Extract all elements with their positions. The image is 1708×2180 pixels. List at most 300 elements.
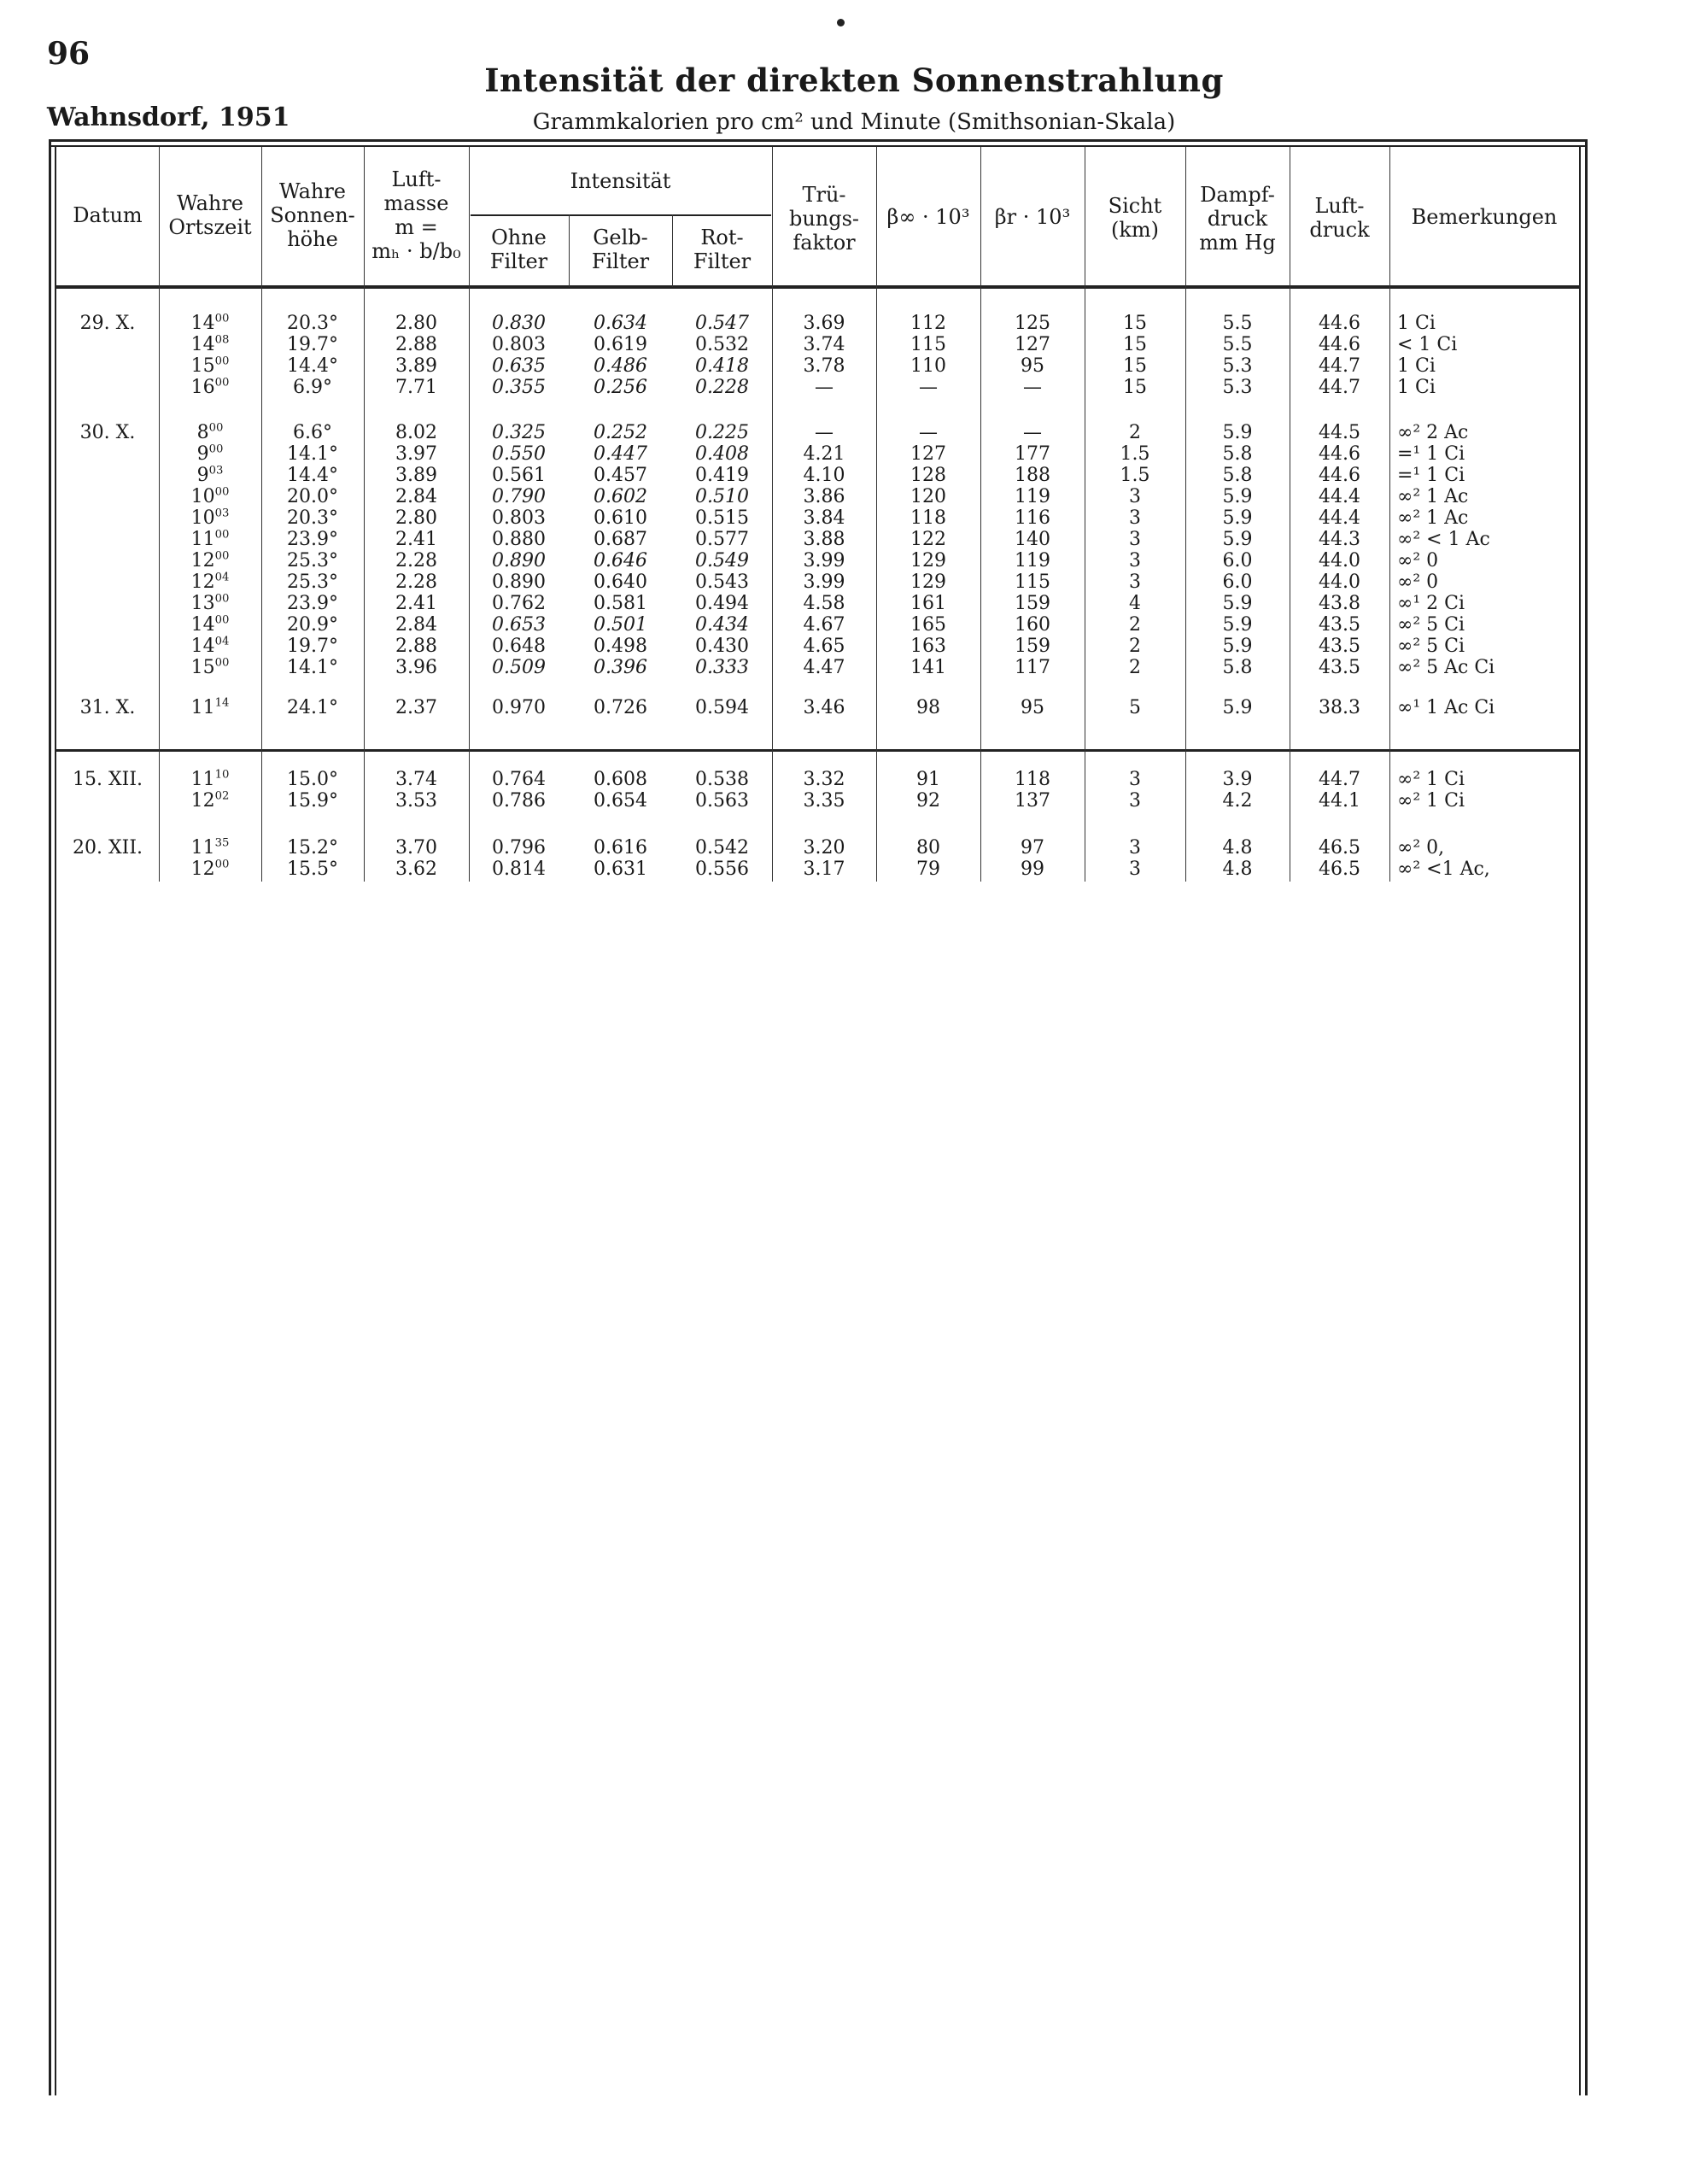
- sicht-cell: 2: [1129, 657, 1141, 678]
- dampfdruck-cell: 5.9: [1222, 507, 1253, 529]
- bemerkungen-cell: ∞² 0: [1397, 550, 1439, 571]
- dampfdruck-cell: 5.9: [1222, 529, 1253, 550]
- bemerkungen-cell: ∞² 5 Ci: [1397, 614, 1465, 636]
- ohne-filter-cell: 0.764: [492, 769, 546, 790]
- gelb-filter-cell: 0.447: [594, 443, 647, 465]
- beta-r-cell: —: [1023, 422, 1042, 443]
- ortszeit-cell: $14^{08}$: [190, 333, 230, 355]
- sonnenhoehe-cell: 15.5°: [287, 859, 338, 880]
- header-luftdruck: Luft- druck: [1309, 194, 1370, 242]
- ortszeit-cell: $9^{03}$: [196, 464, 224, 486]
- gelb-filter-cell: 0.608: [594, 769, 647, 790]
- sicht-cell: 15: [1123, 334, 1147, 355]
- header-ortszeit: Wahre Ortszeit: [168, 191, 252, 239]
- beta-r-cell: 160: [1015, 614, 1050, 636]
- beta-r-cell: 159: [1015, 636, 1050, 657]
- sonnenhoehe-cell: 19.7°: [287, 334, 338, 355]
- sicht-cell: 2: [1129, 422, 1141, 443]
- sicht-cell: 2: [1129, 636, 1141, 657]
- ohne-filter-cell: 0.762: [492, 593, 546, 614]
- rot-filter-cell: 0.494: [695, 593, 749, 614]
- luftmasse-cell: 3.89: [395, 355, 437, 377]
- luftdruck-cell: 44.7: [1319, 355, 1360, 377]
- sonnenhoehe-cell: 20.3°: [287, 507, 338, 529]
- luftdruck-cell: 44.4: [1319, 486, 1360, 507]
- luftmasse-cell: 2.84: [395, 614, 437, 636]
- luftdruck-cell: 43.5: [1319, 614, 1360, 636]
- dampfdruck-cell: 4.2: [1222, 790, 1253, 812]
- ortszeit-cell: $11^{00}$: [190, 528, 230, 550]
- luftmasse-cell: 2.80: [395, 313, 437, 334]
- sonnenhoehe-cell: 14.1°: [287, 657, 338, 678]
- ortszeit-cell: $8^{00}$: [196, 421, 224, 443]
- luftmasse-cell: 8.02: [395, 422, 437, 443]
- header-rule: [56, 285, 1579, 289]
- sonnenhoehe-cell: 15.0°: [287, 769, 338, 790]
- rot-filter-cell: 0.333: [695, 657, 749, 678]
- beta-inf-cell: 129: [910, 571, 946, 593]
- frame-right-inner: [1579, 145, 1581, 2095]
- beta-r-cell: 95: [1021, 355, 1044, 377]
- gelb-filter-cell: 0.486: [594, 355, 647, 377]
- rot-filter-cell: 0.228: [695, 377, 749, 398]
- sicht-cell: 15: [1123, 355, 1147, 377]
- header-dampfdruck: Dampf- druck mm Hg: [1199, 183, 1276, 255]
- page-number: 96: [47, 36, 91, 72]
- gelb-filter-cell: 0.616: [594, 837, 647, 859]
- sicht-cell: 3: [1129, 529, 1141, 550]
- truebungsfaktor-cell: 4.65: [803, 636, 845, 657]
- luftmasse-cell: 3.97: [395, 443, 437, 465]
- sonnenhoehe-cell: 14.4°: [287, 355, 338, 377]
- dampfdruck-cell: 5.5: [1222, 334, 1253, 355]
- truebungsfaktor-cell: 3.17: [803, 859, 845, 880]
- luftmasse-cell: 3.62: [395, 859, 437, 880]
- sonnenhoehe-cell: 15.2°: [287, 837, 338, 859]
- sonnenhoehe-cell: 25.3°: [287, 571, 338, 593]
- truebungsfaktor-cell: —: [815, 422, 834, 443]
- gelb-filter-cell: 0.252: [594, 422, 647, 443]
- header-sonnenhoehe: Wahre Sonnen- höhe: [270, 179, 355, 251]
- gelb-filter-cell: 0.396: [594, 657, 647, 678]
- sicht-cell: 1.5: [1120, 465, 1150, 486]
- beta-inf-cell: 129: [910, 550, 946, 571]
- gelb-filter-cell: 0.610: [594, 507, 647, 529]
- ortszeit-cell: $16^{00}$: [190, 376, 230, 398]
- truebungsfaktor-cell: 3.69: [803, 313, 845, 334]
- dampfdruck-cell: 5.9: [1222, 697, 1253, 718]
- rot-filter-cell: 0.547: [695, 313, 749, 334]
- ohne-filter-cell: 0.355: [492, 377, 546, 398]
- gelb-filter-cell: 0.619: [594, 334, 647, 355]
- luftmasse-cell: 3.96: [395, 657, 437, 678]
- sicht-cell: 2: [1129, 614, 1141, 636]
- dampfdruck-cell: 5.3: [1222, 355, 1253, 377]
- beta-r-cell: 140: [1015, 529, 1050, 550]
- sicht-cell: 15: [1123, 313, 1147, 334]
- luftdruck-cell: 38.3: [1319, 697, 1360, 718]
- luftdruck-cell: 44.6: [1319, 465, 1360, 486]
- sicht-cell: 1.5: [1120, 443, 1150, 465]
- sonnenhoehe-cell: 20.0°: [287, 486, 338, 507]
- luftdruck-cell: 44.7: [1319, 769, 1360, 790]
- dampfdruck-cell: 5.9: [1222, 614, 1253, 636]
- rot-filter-cell: 0.563: [695, 790, 749, 812]
- ohne-filter-cell: 0.890: [492, 571, 546, 593]
- ohne-filter-cell: 0.803: [492, 334, 546, 355]
- ohne-filter-cell: 0.635: [492, 355, 546, 377]
- header-ohne-filter: Ohne Filter: [489, 226, 548, 273]
- luftdruck-cell: 44.7: [1319, 377, 1360, 398]
- ortszeit-cell: $14^{00}$: [190, 312, 230, 334]
- bemerkungen-cell: ∞² 2 Ac: [1397, 422, 1469, 443]
- beta-r-cell: 127: [1015, 334, 1050, 355]
- truebungsfaktor-cell: 4.21: [803, 443, 845, 465]
- header-truebungsfaktor: Trü- bungs- faktor: [788, 183, 860, 255]
- ortszeit-cell: $12^{02}$: [190, 789, 230, 812]
- ortszeit-cell: $12^{00}$: [190, 549, 230, 571]
- luftdruck-cell: 46.5: [1319, 837, 1360, 859]
- sonnenhoehe-cell: 14.4°: [287, 465, 338, 486]
- luftmasse-cell: 2.41: [395, 529, 437, 550]
- ohne-filter-cell: 0.550: [492, 443, 546, 465]
- rot-filter-cell: 0.549: [695, 550, 749, 571]
- bemerkungen-cell: =¹ 1 Ci: [1397, 465, 1465, 486]
- sonnenhoehe-cell: 15.9°: [287, 790, 338, 812]
- beta-inf-cell: 163: [910, 636, 946, 657]
- gelb-filter-cell: 0.631: [594, 859, 647, 880]
- sonnenhoehe-cell: 23.9°: [287, 529, 338, 550]
- beta-inf-cell: 112: [910, 313, 946, 334]
- intensity-rule: [471, 214, 771, 216]
- beta-inf-cell: 98: [916, 697, 940, 718]
- beta-inf-cell: 79: [916, 859, 940, 880]
- bemerkungen-cell: < 1 Ci: [1397, 334, 1458, 355]
- rot-filter-cell: 0.532: [695, 334, 749, 355]
- bemerkungen-cell: ∞² 1 Ci: [1397, 790, 1465, 812]
- rot-filter-cell: 0.419: [695, 465, 749, 486]
- header-intensitaet: Intensität: [570, 169, 671, 193]
- sicht-cell: 3: [1129, 769, 1141, 790]
- header-beta-r: βr · 10³: [994, 205, 1071, 229]
- ohne-filter-cell: 0.796: [492, 837, 546, 859]
- truebungsfaktor-cell: 3.46: [803, 697, 845, 718]
- ortszeit-cell: $15^{00}$: [190, 355, 230, 377]
- beta-r-cell: 95: [1021, 697, 1044, 718]
- luftmasse-cell: 2.80: [395, 507, 437, 529]
- beta-r-cell: 117: [1015, 657, 1050, 678]
- dampfdruck-cell: 5.9: [1222, 593, 1253, 614]
- dampfdruck-cell: 5.9: [1222, 636, 1253, 657]
- beta-inf-cell: 92: [916, 790, 940, 812]
- rot-filter-cell: 0.542: [695, 837, 749, 859]
- rot-filter-cell: 0.510: [695, 486, 749, 507]
- header-bemerkungen: Bemerkungen: [1411, 205, 1558, 229]
- dampfdruck-cell: 5.8: [1222, 657, 1253, 678]
- beta-r-cell: 137: [1015, 790, 1050, 812]
- dampfdruck-cell: 4.8: [1222, 859, 1253, 880]
- luftmasse-cell: 2.28: [395, 550, 437, 571]
- beta-r-cell: —: [1023, 377, 1042, 398]
- rot-filter-cell: 0.543: [695, 571, 749, 593]
- beta-r-cell: 188: [1015, 465, 1050, 486]
- sicht-cell: 3: [1129, 837, 1141, 859]
- date-cell: 29. X.: [79, 313, 136, 334]
- sicht-cell: 5: [1129, 697, 1141, 718]
- beta-inf-cell: —: [919, 422, 938, 443]
- luftdruck-cell: 44.6: [1319, 443, 1360, 465]
- rot-filter-cell: 0.538: [695, 769, 749, 790]
- beta-inf-cell: 127: [910, 443, 946, 465]
- dampfdruck-cell: 5.3: [1222, 377, 1253, 398]
- bemerkungen-cell: ∞² 1 Ac: [1397, 486, 1469, 507]
- luftmasse-cell: 2.28: [395, 571, 437, 593]
- gelb-filter-cell: 0.687: [594, 529, 647, 550]
- truebungsfaktor-cell: 3.99: [803, 550, 845, 571]
- luftmasse-cell: 3.89: [395, 465, 437, 486]
- ohne-filter-cell: 0.814: [492, 859, 546, 880]
- gelb-filter-cell: 0.602: [594, 486, 647, 507]
- station-label: Wahnsdorf, 1951: [47, 103, 290, 132]
- truebungsfaktor-cell: 3.78: [803, 355, 845, 377]
- header-sicht: Sicht (km): [1108, 194, 1162, 242]
- header-beta-inf: β∞ · 10³: [886, 205, 970, 229]
- gelb-filter-cell: 0.581: [594, 593, 647, 614]
- gelb-filter-cell: 0.646: [594, 550, 647, 571]
- ortszeit-cell: $11^{14}$: [190, 696, 230, 718]
- sicht-cell: 3: [1129, 486, 1141, 507]
- gelb-filter-cell: 0.634: [594, 313, 647, 334]
- bemerkungen-cell: 1 Ci: [1397, 377, 1436, 398]
- truebungsfaktor-cell: 4.47: [803, 657, 845, 678]
- date-cell: 30. X.: [79, 422, 136, 443]
- beta-inf-cell: 118: [910, 507, 946, 529]
- beta-inf-cell: 110: [910, 355, 946, 377]
- luftdruck-cell: 44.4: [1319, 507, 1360, 529]
- ohne-filter-cell: 0.653: [492, 614, 546, 636]
- bemerkungen-cell: ∞² < 1 Ac: [1397, 529, 1490, 550]
- sonnenhoehe-cell: 25.3°: [287, 550, 338, 571]
- beta-inf-cell: —: [919, 377, 938, 398]
- page-subtitle: Grammkalorien pro cm² und Minute (Smithsonian-Skala): [532, 109, 1176, 135]
- frame-top-inner: [49, 145, 1588, 147]
- dampfdruck-cell: 5.8: [1222, 465, 1253, 486]
- beta-r-cell: 115: [1015, 571, 1050, 593]
- beta-r-cell: 119: [1015, 550, 1050, 571]
- gelb-filter-cell: 0.726: [594, 697, 647, 718]
- dampfdruck-cell: 5.5: [1222, 313, 1253, 334]
- beta-r-cell: 97: [1021, 837, 1044, 859]
- page-title: Intensität der direkten Sonnenstrahlung: [484, 62, 1224, 99]
- sicht-cell: 3: [1129, 571, 1141, 593]
- bemerkungen-cell: ∞² 0,: [1397, 837, 1445, 859]
- bemerkungen-cell: 1 Ci: [1397, 355, 1436, 377]
- frame-right-outer: [1585, 139, 1588, 2095]
- ohne-filter-cell: 0.790: [492, 486, 546, 507]
- luftdruck-cell: 44.6: [1319, 334, 1360, 355]
- luftmasse-cell: 2.41: [395, 593, 437, 614]
- sonnenhoehe-cell: 24.1°: [287, 697, 338, 718]
- luftmasse-cell: 3.70: [395, 837, 437, 859]
- beta-r-cell: 118: [1015, 769, 1050, 790]
- bemerkungen-cell: ∞² 1 Ac: [1397, 507, 1469, 529]
- dampfdruck-cell: 6.0: [1222, 571, 1253, 593]
- ortszeit-cell: $9^{00}$: [196, 442, 224, 465]
- beta-r-cell: 116: [1015, 507, 1050, 529]
- bemerkungen-cell: ∞² 0: [1397, 571, 1439, 593]
- truebungsfaktor-cell: —: [815, 377, 834, 398]
- beta-inf-cell: 122: [910, 529, 946, 550]
- dampfdruck-cell: 5.9: [1222, 486, 1253, 507]
- rot-filter-cell: 0.408: [695, 443, 749, 465]
- ohne-filter-cell: 0.880: [492, 529, 546, 550]
- header-datum: Datum: [73, 203, 143, 227]
- gelb-filter-cell: 0.457: [594, 465, 647, 486]
- sonnenhoehe-cell: 14.1°: [287, 443, 338, 465]
- luftmasse-cell: 7.71: [395, 377, 437, 398]
- ohne-filter-cell: 0.970: [492, 697, 546, 718]
- ohne-filter-cell: 0.786: [492, 790, 546, 812]
- ohne-filter-cell: 0.561: [492, 465, 546, 486]
- beta-r-cell: 99: [1021, 859, 1044, 880]
- season-divider-rule: [56, 749, 1579, 752]
- luftdruck-cell: 44.6: [1319, 313, 1360, 334]
- luftdruck-cell: 43.5: [1319, 636, 1360, 657]
- date-cell: 31. X.: [79, 697, 136, 718]
- luftmasse-cell: 2.88: [395, 636, 437, 657]
- ohne-filter-cell: 0.648: [492, 636, 546, 657]
- gelb-filter-cell: 0.256: [594, 377, 647, 398]
- dampfdruck-cell: 4.8: [1222, 837, 1253, 859]
- dampfdruck-cell: 6.0: [1222, 550, 1253, 571]
- sicht-cell: 15: [1123, 377, 1147, 398]
- luftdruck-cell: 44.3: [1319, 529, 1360, 550]
- rot-filter-cell: 0.594: [695, 697, 749, 718]
- rot-filter-cell: 0.577: [695, 529, 749, 550]
- truebungsfaktor-cell: 3.99: [803, 571, 845, 593]
- header-luftmasse: Luft- masse m = mₕ · b/b₀: [371, 167, 461, 263]
- luftdruck-cell: 46.5: [1319, 859, 1360, 880]
- beta-inf-cell: 128: [910, 465, 946, 486]
- bemerkungen-cell: 1 Ci: [1397, 313, 1436, 334]
- ortszeit-cell: $14^{00}$: [190, 613, 230, 636]
- gelb-filter-cell: 0.498: [594, 636, 647, 657]
- ortszeit-cell: $11^{10}$: [190, 768, 230, 790]
- header-rot-filter: Rot- Filter: [693, 226, 752, 273]
- dot-mark: [837, 19, 845, 26]
- frame-top-outer: [49, 139, 1588, 142]
- beta-r-cell: 159: [1015, 593, 1050, 614]
- frame-left-outer: [49, 139, 51, 2095]
- rot-filter-cell: 0.434: [695, 614, 749, 636]
- sicht-cell: 3: [1129, 859, 1141, 880]
- luftdruck-cell: 44.0: [1319, 550, 1360, 571]
- sonnenhoehe-cell: 20.3°: [287, 313, 338, 334]
- beta-r-cell: 177: [1015, 443, 1050, 465]
- rot-filter-cell: 0.225: [695, 422, 749, 443]
- sonnenhoehe-cell: 23.9°: [287, 593, 338, 614]
- date-cell: 15. XII.: [72, 769, 143, 790]
- beta-inf-cell: 80: [916, 837, 940, 859]
- date-cell: 20. XII.: [72, 837, 143, 859]
- truebungsfaktor-cell: 3.88: [803, 529, 845, 550]
- gelb-filter-cell: 0.501: [594, 614, 647, 636]
- truebungsfaktor-cell: 3.74: [803, 334, 845, 355]
- dampfdruck-cell: 5.9: [1222, 422, 1253, 443]
- beta-inf-cell: 165: [910, 614, 946, 636]
- luftdruck-cell: 44.0: [1319, 571, 1360, 593]
- luftmasse-cell: 2.84: [395, 486, 437, 507]
- ortszeit-cell: $15^{00}$: [190, 656, 230, 678]
- truebungsfaktor-cell: 4.10: [803, 465, 845, 486]
- luftdruck-cell: 44.5: [1319, 422, 1360, 443]
- truebungsfaktor-cell: 3.84: [803, 507, 845, 529]
- ortszeit-cell: $10^{00}$: [190, 485, 230, 507]
- ortszeit-cell: $12^{00}$: [190, 858, 230, 880]
- truebungsfaktor-cell: 4.58: [803, 593, 845, 614]
- truebungsfaktor-cell: 3.86: [803, 486, 845, 507]
- rot-filter-cell: 0.418: [695, 355, 749, 377]
- ohne-filter-cell: 0.509: [492, 657, 546, 678]
- beta-inf-cell: 141: [910, 657, 946, 678]
- luftmasse-cell: 3.74: [395, 769, 437, 790]
- sicht-cell: 4: [1129, 593, 1141, 614]
- truebungsfaktor-cell: 3.20: [803, 837, 845, 859]
- bemerkungen-cell: ∞¹ 1 Ac Ci: [1397, 697, 1495, 718]
- ortszeit-cell: $14^{04}$: [190, 635, 230, 657]
- ohne-filter-cell: 0.803: [492, 507, 546, 529]
- sicht-cell: 3: [1129, 550, 1141, 571]
- bemerkungen-cell: ∞² 5 Ac Ci: [1397, 657, 1495, 678]
- luftdruck-cell: 44.1: [1319, 790, 1360, 812]
- rot-filter-cell: 0.556: [695, 859, 749, 880]
- ortszeit-cell: $12^{04}$: [190, 571, 230, 593]
- beta-r-cell: 119: [1015, 486, 1050, 507]
- rot-filter-cell: 0.430: [695, 636, 749, 657]
- beta-inf-cell: 91: [916, 769, 940, 790]
- truebungsfaktor-cell: 4.67: [803, 614, 845, 636]
- luftdruck-cell: 43.5: [1319, 657, 1360, 678]
- beta-inf-cell: 115: [910, 334, 946, 355]
- dampfdruck-cell: 3.9: [1222, 769, 1253, 790]
- sonnenhoehe-cell: 6.6°: [293, 422, 332, 443]
- sonnenhoehe-cell: 19.7°: [287, 636, 338, 657]
- beta-r-cell: 125: [1015, 313, 1050, 334]
- sonnenhoehe-cell: 6.9°: [293, 377, 332, 398]
- truebungsfaktor-cell: 3.35: [803, 790, 845, 812]
- ortszeit-cell: $10^{03}$: [190, 507, 230, 529]
- bemerkungen-cell: ∞² 1 Ci: [1397, 769, 1465, 790]
- bemerkungen-cell: ∞¹ 2 Ci: [1397, 593, 1465, 614]
- bemerkungen-cell: ∞² <1 Ac,: [1397, 859, 1490, 880]
- ohne-filter-cell: 0.890: [492, 550, 546, 571]
- rot-filter-cell: 0.515: [695, 507, 749, 529]
- ortszeit-cell: $11^{35}$: [190, 836, 230, 859]
- bemerkungen-cell: =¹ 1 Ci: [1397, 443, 1465, 465]
- sicht-cell: 3: [1129, 507, 1141, 529]
- truebungsfaktor-cell: 3.32: [803, 769, 845, 790]
- gelb-filter-cell: 0.654: [594, 790, 647, 812]
- luftdruck-cell: 43.8: [1319, 593, 1360, 614]
- sonnenhoehe-cell: 20.9°: [287, 614, 338, 636]
- ohne-filter-cell: 0.325: [492, 422, 546, 443]
- beta-inf-cell: 161: [910, 593, 946, 614]
- luftmasse-cell: 3.53: [395, 790, 437, 812]
- dampfdruck-cell: 5.8: [1222, 443, 1253, 465]
- beta-inf-cell: 120: [910, 486, 946, 507]
- luftmasse-cell: 2.37: [395, 697, 437, 718]
- bemerkungen-cell: ∞² 5 Ci: [1397, 636, 1465, 657]
